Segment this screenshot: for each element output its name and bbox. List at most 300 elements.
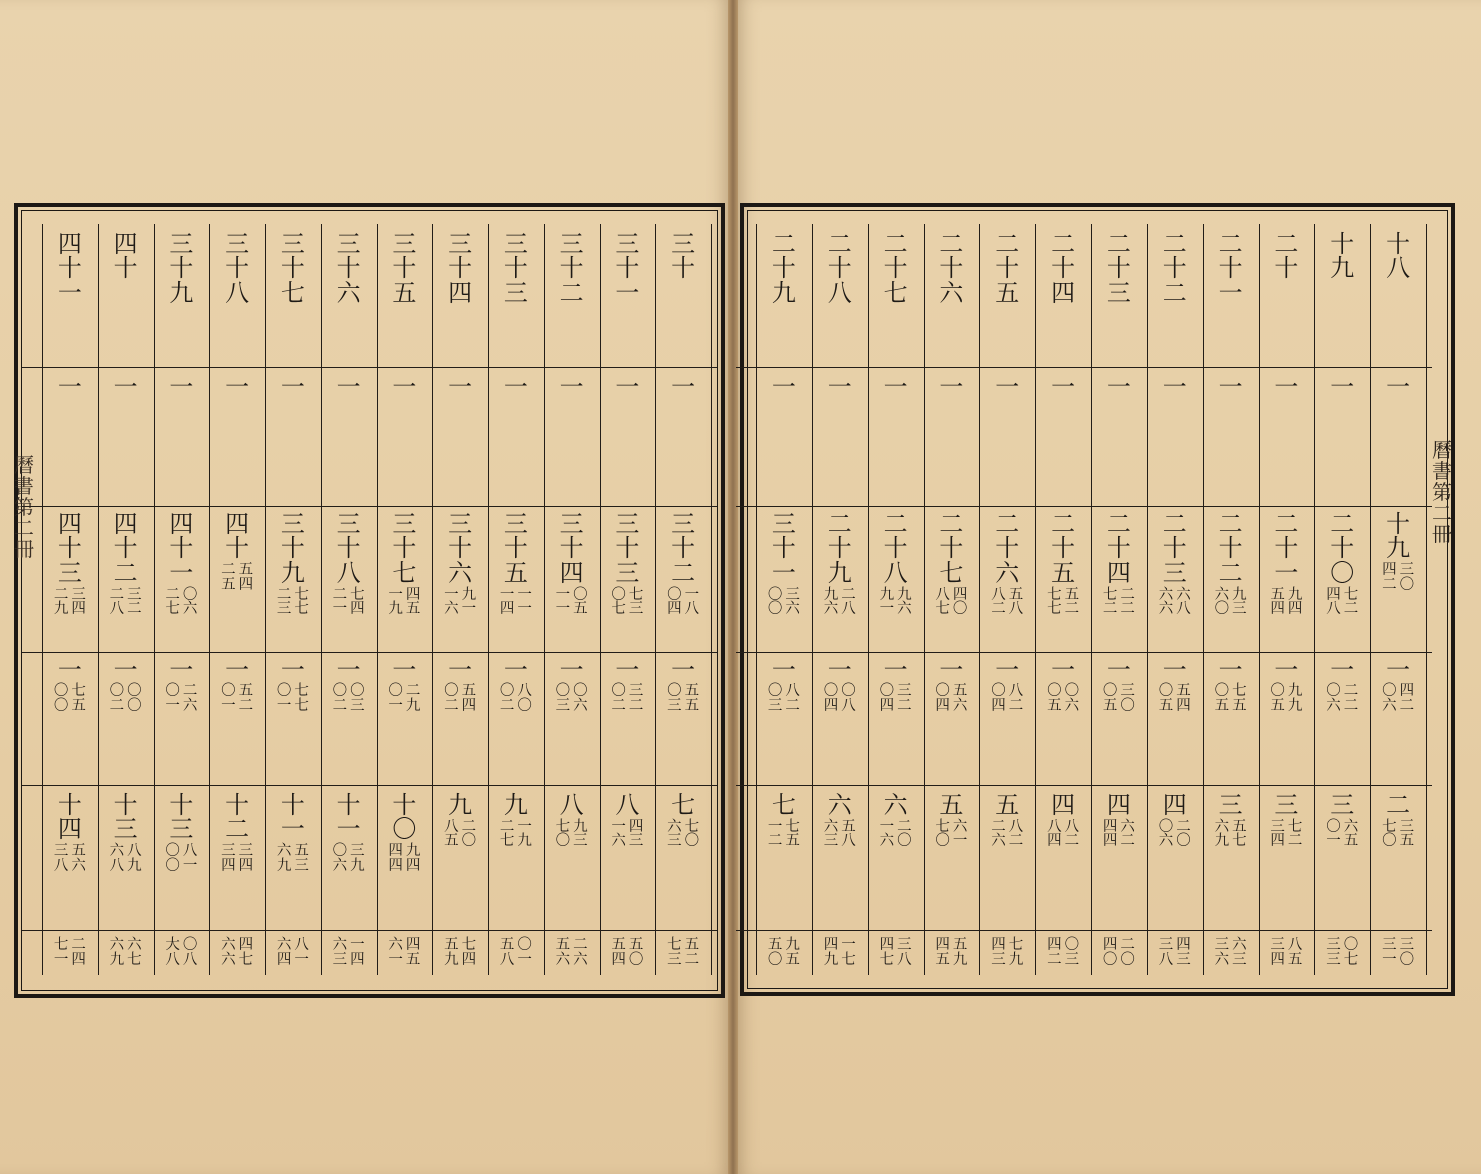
- table-char: 三: [573, 833, 588, 850]
- table-char: 十: [1218, 254, 1243, 283]
- table-char: 二: [991, 818, 1006, 835]
- table-char: 九: [276, 857, 292, 874]
- table-char: 一: [461, 601, 477, 618]
- table-char: 〇: [1102, 683, 1118, 699]
- table-char: 七: [1382, 818, 1397, 835]
- sub-number-column: [1270, 938, 1285, 968]
- table-char: 〇: [991, 683, 1006, 699]
- table-char: 三: [1158, 937, 1174, 953]
- table-char: 四: [1102, 818, 1118, 835]
- sub-number-column: [573, 684, 588, 714]
- column-header: [154, 232, 210, 305]
- table-char: 四: [1106, 791, 1131, 819]
- table-char: 一: [57, 373, 82, 401]
- table-char: 二: [991, 601, 1006, 618]
- table-char: 〇: [1326, 818, 1341, 835]
- sub-value-pair: [432, 820, 488, 850]
- table-char: 五: [503, 558, 528, 587]
- sub-number-column: [991, 938, 1006, 968]
- table-char: 十: [225, 534, 250, 563]
- table-char: 十: [225, 254, 250, 283]
- table-char: 二: [444, 697, 459, 714]
- column-header: [756, 232, 812, 305]
- table-char: 六: [1158, 601, 1174, 618]
- main-value: [1147, 793, 1203, 817]
- table-char: 八: [1326, 601, 1341, 618]
- table-char: 二: [225, 815, 250, 844]
- sub-number-column: [277, 684, 292, 714]
- table-char: 〇: [165, 683, 180, 699]
- margin-title-char: 書: [1432, 459, 1452, 483]
- table-char: 四: [71, 951, 86, 968]
- table-char: 〇: [767, 951, 783, 968]
- table-char: 十: [57, 254, 82, 283]
- table-char: 一: [503, 656, 528, 684]
- sub-number-column: [611, 684, 626, 714]
- table-char: 三: [113, 815, 138, 844]
- table-char: 十: [1162, 254, 1187, 283]
- table-char: 七: [1008, 937, 1024, 953]
- table-char: 六: [573, 951, 588, 968]
- table-char: 三: [1106, 278, 1131, 307]
- table-char: 十: [939, 534, 964, 563]
- table-char: 三: [71, 586, 86, 603]
- table-char: 五: [684, 697, 700, 714]
- table-char: 〇: [767, 683, 783, 699]
- sub-value-pair: [1147, 588, 1203, 618]
- sub-number-column: [611, 938, 626, 968]
- column-header: [377, 232, 433, 305]
- sub-number-column: [1065, 820, 1080, 850]
- unit-value: [209, 658, 265, 682]
- sub-value-pair: [265, 844, 321, 874]
- sub-number-column: [880, 684, 895, 714]
- table-char: 八: [841, 601, 856, 618]
- table-char: 二: [182, 683, 198, 699]
- table-char: 二: [559, 278, 584, 307]
- table-char: 十: [883, 534, 908, 563]
- table-char: 九: [127, 857, 142, 874]
- table-char: 九: [444, 951, 459, 968]
- table-char: 六: [71, 857, 86, 874]
- table-char: 十: [671, 254, 696, 283]
- table-char: 五: [1399, 833, 1415, 850]
- table-char: 〇: [388, 683, 403, 699]
- margin-title-char: 曆: [14, 453, 34, 477]
- table-char: 五: [1232, 697, 1247, 714]
- table-char: 二: [897, 818, 912, 835]
- table-char: 七: [127, 951, 142, 968]
- table-char: 二: [767, 833, 783, 850]
- table-char: 一: [1051, 656, 1076, 684]
- sub-number-column: [768, 938, 783, 968]
- table-char: 十: [1274, 254, 1299, 283]
- main-value: [488, 793, 544, 817]
- main-value: [812, 793, 868, 817]
- sub-number-column: [1288, 820, 1303, 850]
- table-char: 一: [559, 373, 584, 401]
- table-char: 〇: [517, 937, 532, 953]
- table-char: 一: [771, 558, 796, 587]
- sub-value-pair: [544, 684, 600, 714]
- table-char: 一: [827, 656, 852, 684]
- table-char: 二: [276, 586, 292, 603]
- sub-number-column: [350, 938, 365, 968]
- table-char: 二: [1343, 601, 1359, 618]
- table-row-divider: [22, 785, 717, 786]
- sub-value-pair: [868, 588, 924, 618]
- sub-number-column: [239, 563, 254, 593]
- table-char: 四: [611, 951, 626, 968]
- table-char: 七: [294, 586, 309, 603]
- sub-number-column: [71, 844, 86, 874]
- table-char: 二: [332, 697, 348, 714]
- table-char: 四: [57, 230, 82, 258]
- sub-number-column: [333, 938, 348, 968]
- sub-value-pair: [1035, 820, 1091, 850]
- table-char: 八: [182, 843, 198, 859]
- table-char: 二: [1343, 697, 1359, 714]
- main-value: [432, 793, 488, 817]
- table-char: 一: [225, 656, 250, 684]
- table-char: 十: [392, 534, 417, 563]
- table-char: 二: [113, 558, 138, 587]
- table-char: 二: [671, 558, 696, 587]
- main-value: [868, 793, 924, 817]
- table-char: 四: [952, 586, 968, 603]
- sub-value-pair: [979, 684, 1035, 714]
- sub-number-column: [1159, 588, 1174, 618]
- sub-number-column: [953, 684, 968, 714]
- table-char: 三: [667, 951, 682, 968]
- margin-title-right: [1430, 440, 1454, 545]
- table-char: 九: [823, 951, 839, 968]
- sub-number-column: [54, 588, 69, 618]
- sub-number-column: [1382, 820, 1397, 850]
- table-char: 二: [1064, 601, 1080, 618]
- unit-value: [432, 375, 488, 399]
- table-char: 三: [1120, 683, 1135, 699]
- table-char: 二: [71, 937, 86, 953]
- table-column-divider: [1426, 224, 1427, 975]
- table-char: 一: [388, 697, 403, 714]
- sub-number-column: [1159, 684, 1174, 714]
- table-char: 三: [238, 843, 254, 859]
- table-char: 三: [1382, 937, 1397, 953]
- table-char: 三: [555, 697, 571, 714]
- table-char: 四: [1287, 601, 1303, 618]
- table-char: 六: [276, 843, 292, 859]
- column-header: [544, 232, 600, 305]
- sub-value-pair: [924, 820, 980, 850]
- table-char: 十: [771, 254, 796, 283]
- sub-number-column: [1215, 938, 1230, 968]
- table-char: 十: [169, 791, 194, 819]
- sub-number-column: [239, 684, 254, 714]
- table-char: 十: [1051, 254, 1076, 283]
- table-char: 一: [615, 373, 640, 401]
- sub-value-pair: [488, 588, 544, 618]
- table-char: 一: [1218, 373, 1243, 401]
- table-char: 一: [559, 656, 584, 684]
- sub-number-column: [444, 684, 459, 714]
- table-row-divider: [22, 506, 717, 507]
- unit-value: [1259, 658, 1315, 682]
- sub-value-pair: [1370, 820, 1426, 850]
- sub-number-column: [1009, 684, 1024, 714]
- sub-value-pair: [1259, 938, 1315, 968]
- sub-value-pair: [812, 820, 868, 850]
- sub-number-column: [880, 588, 895, 618]
- table-char: 〇: [1214, 601, 1230, 618]
- table-char: 一: [684, 586, 700, 603]
- table-char: 十: [1162, 534, 1187, 563]
- table-char: 八: [827, 278, 852, 307]
- table-char: 五: [785, 951, 800, 968]
- table-char: 七: [939, 558, 964, 587]
- sub-value-pair: [321, 844, 377, 874]
- table-char: 五: [1158, 697, 1174, 714]
- main-value: [1091, 793, 1147, 817]
- table-char: 二: [1106, 510, 1131, 538]
- sub-number-column: [556, 938, 571, 968]
- table-char: 六: [897, 601, 912, 618]
- unit-value: [1203, 375, 1259, 399]
- margin-title-char: 第: [14, 495, 34, 519]
- table-char: 三: [503, 278, 528, 307]
- sub-number-column: [500, 938, 515, 968]
- table-char: 一: [841, 937, 856, 953]
- table-char: 五: [1287, 951, 1303, 968]
- main-value: [1314, 793, 1370, 817]
- column-header: [265, 232, 321, 305]
- table-char: 十: [1051, 534, 1076, 563]
- table-char: 六: [388, 937, 403, 953]
- sub-value-pair: [321, 588, 377, 618]
- table-char: 七: [71, 683, 86, 699]
- margin-title-char: 冊: [1432, 522, 1452, 546]
- table-char: 四: [461, 697, 477, 714]
- table-char: 十: [336, 254, 361, 283]
- table-char: 四: [461, 951, 477, 968]
- table-char: 四: [1382, 562, 1397, 578]
- table-char: 三: [897, 937, 912, 953]
- unit-value: [979, 658, 1035, 682]
- sub-number-column: [1344, 820, 1359, 850]
- sub-value-pair: [544, 938, 600, 968]
- table-char: 三: [1064, 951, 1080, 968]
- main-value: [979, 512, 1035, 585]
- table-row-divider: [736, 652, 1432, 653]
- table-char: 七: [879, 951, 895, 968]
- table-char: 七: [1287, 818, 1303, 835]
- sub-number-column: [444, 938, 459, 968]
- table-char: 〇: [1399, 951, 1415, 968]
- table-char: 二: [897, 697, 912, 714]
- sub-number-column: [350, 588, 365, 618]
- sub-number-column: [991, 588, 1006, 618]
- sub-number-column: [1326, 588, 1341, 618]
- table-char: 四: [113, 510, 138, 538]
- column-header: [42, 232, 98, 305]
- sub-number-column: [1103, 938, 1118, 968]
- table-char: 四: [935, 697, 950, 714]
- table-char: 一: [517, 601, 532, 618]
- sub-number-column: [1215, 684, 1230, 714]
- table-char: 〇: [767, 601, 783, 618]
- sub-number-column: [165, 588, 180, 618]
- sub-value-pair: [1314, 820, 1370, 850]
- table-char: 三: [448, 230, 473, 258]
- table-char: 五: [628, 937, 644, 953]
- table-char: 二: [611, 697, 626, 714]
- table-column-divider: [711, 224, 712, 975]
- table-char: 七: [280, 278, 305, 307]
- table-char: 三: [785, 586, 800, 603]
- sub-number-column: [500, 588, 515, 618]
- table-char: 四: [225, 510, 250, 538]
- sub-number-column: [1270, 684, 1285, 714]
- table-char: 一: [165, 697, 180, 714]
- table-char: 八: [1008, 601, 1024, 618]
- table-char: 五: [1047, 697, 1062, 714]
- column-header: [98, 232, 154, 281]
- sub-value-pair: [756, 588, 812, 618]
- main-value: [868, 512, 924, 585]
- sub-number-column: [165, 938, 180, 968]
- main-value: [812, 512, 868, 585]
- table-char: 五: [499, 937, 515, 953]
- table-char: 七: [935, 601, 950, 618]
- table-char: 一: [1218, 278, 1243, 307]
- sub-number-column: [667, 684, 682, 714]
- unit-value: [544, 658, 600, 682]
- table-char: 五: [684, 937, 700, 953]
- sub-value-pair: [1370, 684, 1426, 714]
- table-char: 三: [280, 230, 305, 258]
- sub-number-column: [1344, 684, 1359, 714]
- table-char: 〇: [935, 683, 950, 699]
- unit-value: [1314, 375, 1370, 399]
- table-char: 一: [952, 833, 968, 850]
- table-char: 二: [684, 951, 700, 968]
- sub-number-column: [897, 684, 912, 714]
- table-char: 二: [1047, 951, 1062, 968]
- table-char: 二: [1218, 558, 1243, 587]
- column-header: [432, 232, 488, 305]
- table-char: 一: [1051, 373, 1076, 401]
- table-char: 一: [517, 586, 532, 603]
- book-gutter: [728, 0, 738, 1174]
- table-char: 七: [1232, 833, 1247, 850]
- sub-number-column: [221, 684, 236, 714]
- table-char: 二: [221, 562, 236, 578]
- table-char: 二: [1120, 937, 1135, 953]
- table-char: 八: [1287, 937, 1303, 953]
- table-char: 一: [336, 656, 361, 684]
- table-char: 二: [1162, 230, 1187, 258]
- table-char: 五: [952, 683, 968, 699]
- table-char: 三: [1214, 937, 1230, 953]
- table-char: 十: [225, 791, 250, 819]
- sub-number-column: [1047, 588, 1062, 618]
- table-char: 二: [165, 586, 180, 603]
- table-char: 八: [1047, 818, 1062, 835]
- sub-value-pair: [1035, 684, 1091, 714]
- column-header: [1035, 232, 1091, 305]
- table-char: 〇: [182, 586, 198, 603]
- table-char: 八: [883, 558, 908, 587]
- table-char: 二: [883, 510, 908, 538]
- table-char: 十: [503, 534, 528, 563]
- table-char: 〇: [499, 683, 515, 699]
- table-char: 六: [1158, 833, 1174, 850]
- table-char: 六: [332, 937, 348, 953]
- table-char: 六: [785, 601, 800, 618]
- main-value: [488, 512, 544, 585]
- unit-value: [98, 658, 154, 682]
- sub-value-pair: [377, 684, 433, 714]
- table-row-divider: [736, 930, 1432, 931]
- table-char: 五: [1008, 586, 1024, 603]
- unit-value: [1147, 375, 1203, 399]
- sub-value-pair: [979, 938, 1035, 968]
- sub-number-column: [1159, 938, 1174, 968]
- table-char: 〇: [1047, 683, 1062, 699]
- table-char: 十: [336, 534, 361, 563]
- sub-value-pair: [655, 588, 711, 618]
- table-char: 九: [503, 791, 528, 819]
- sub-value-pair: [432, 684, 488, 714]
- table-char: 二: [1120, 586, 1135, 603]
- table-char: 〇: [952, 601, 968, 618]
- sub-value-pair: [1370, 563, 1426, 593]
- table-char: 四: [405, 857, 421, 874]
- table-char: 六: [611, 833, 626, 850]
- table-char: 十: [280, 791, 305, 819]
- table-char: 一: [182, 857, 198, 874]
- table-char: 六: [182, 697, 198, 714]
- sub-number-column: [1047, 938, 1062, 968]
- table-char: 四: [169, 510, 194, 538]
- table-char: 五: [1270, 586, 1285, 603]
- table-char: 七: [667, 937, 682, 953]
- table-char: 〇: [182, 937, 198, 953]
- table-char: 二: [1287, 833, 1303, 850]
- sub-number-column: [768, 684, 783, 714]
- sub-value-pair: [98, 938, 154, 968]
- main-value: [655, 793, 711, 817]
- table-char: 二: [573, 937, 588, 953]
- table-char: 一: [939, 656, 964, 684]
- table-char: 四: [1270, 601, 1285, 618]
- table-char: 十: [1106, 534, 1131, 563]
- sub-number-column: [406, 684, 421, 714]
- unit-value: [154, 658, 210, 682]
- sub-value-pair: [868, 684, 924, 714]
- table-char: 十: [503, 254, 528, 283]
- main-value: [756, 512, 812, 585]
- table-char: 四: [238, 937, 254, 953]
- table-char: 九: [1386, 534, 1411, 563]
- table-char: 二: [1162, 278, 1187, 307]
- table-char: 二: [1218, 230, 1243, 258]
- table-char: 一: [671, 373, 696, 401]
- table-char: 二: [939, 230, 964, 258]
- table-char: 六: [939, 278, 964, 307]
- table-char: 〇: [1102, 951, 1118, 968]
- table-char: 八: [1176, 601, 1191, 618]
